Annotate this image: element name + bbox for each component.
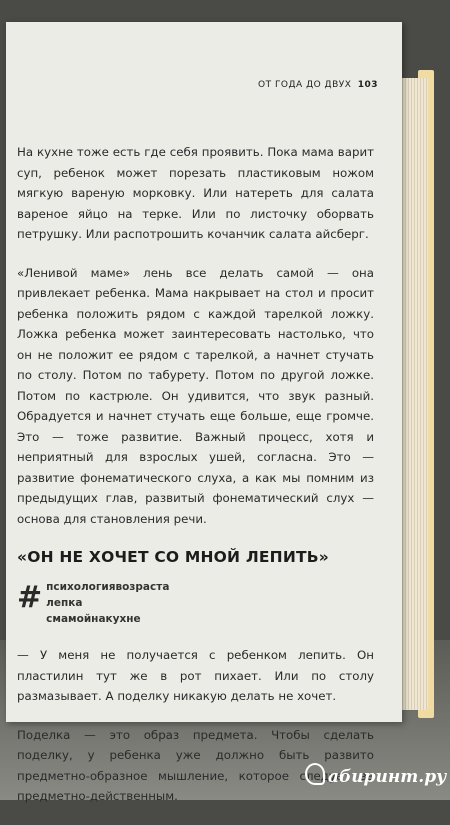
paragraph: Поделка — это образ предмета. Чтобы сделать поделку, у ребенка уже должно быть развито предметно-образное мышление, которое следует за предметно-действенным.: [17, 727, 374, 803]
section-title: «ОН НЕ ХОЧЕТ СО МНОЙ ЛЕПИТЬ»: [17, 548, 330, 566]
tag-list: [46, 579, 169, 627]
running-header: [258, 80, 378, 90]
tag: психологиявозраста: [46, 581, 170, 593]
page-content: [17, 142, 374, 825]
watermark-text: абиринт.ру: [328, 767, 447, 787]
hash-icon: #: [17, 580, 43, 615]
tag: лепка: [46, 597, 83, 609]
labirint-logo-icon: [305, 763, 325, 785]
page-number: 103: [357, 80, 378, 90]
paragraph: На кухне тоже есть где себя проявить. Пока мама варит суп, ребенок может порезать пластиковым ножом мягкую вареную морковку. Или натереть для салата вареное яйцо на терке. Или по листочку оборвать петрушку. Или распотрошить кочанчик салата айсберг.: [17, 145, 374, 241]
hashtag-block: [17, 579, 374, 627]
labirint-watermark: [305, 763, 446, 787]
tag: смамойнакухне: [46, 613, 141, 625]
paragraph: «Ленивой маме» лень все делать самой — она привлекает ребенка. Мама накрывает на стол и просит ребенка положить рядом с каждой тарелкой ложку. Ложка ребенка может заинтересовать настолько, что он не положит ее рядом с тарелкой, а начнет стучать по столу. Потом по табурету. Потом по другой ложке. Потом по кастрюле. Он удивится, что звук разный. Обрадуется и начнет стучать еще больше, еще громче. Это — тоже развитие. Важный процесс, хотя и неприятный для взрослых ушей, согласна. Это — развитие фонематического слуха, а как мы помним из предыдущих глав, развитый фонематический слух — основа для становления речи.: [17, 265, 374, 526]
chapter-title: ОТ ГОДА ДО ДВУХ: [258, 80, 352, 90]
paragraph: — У меня не получается с ребенком лепить. Он пластилин тут же в рот пихает. Или по столу размазывает. А поделку никакую делать не хочет.: [17, 648, 374, 703]
